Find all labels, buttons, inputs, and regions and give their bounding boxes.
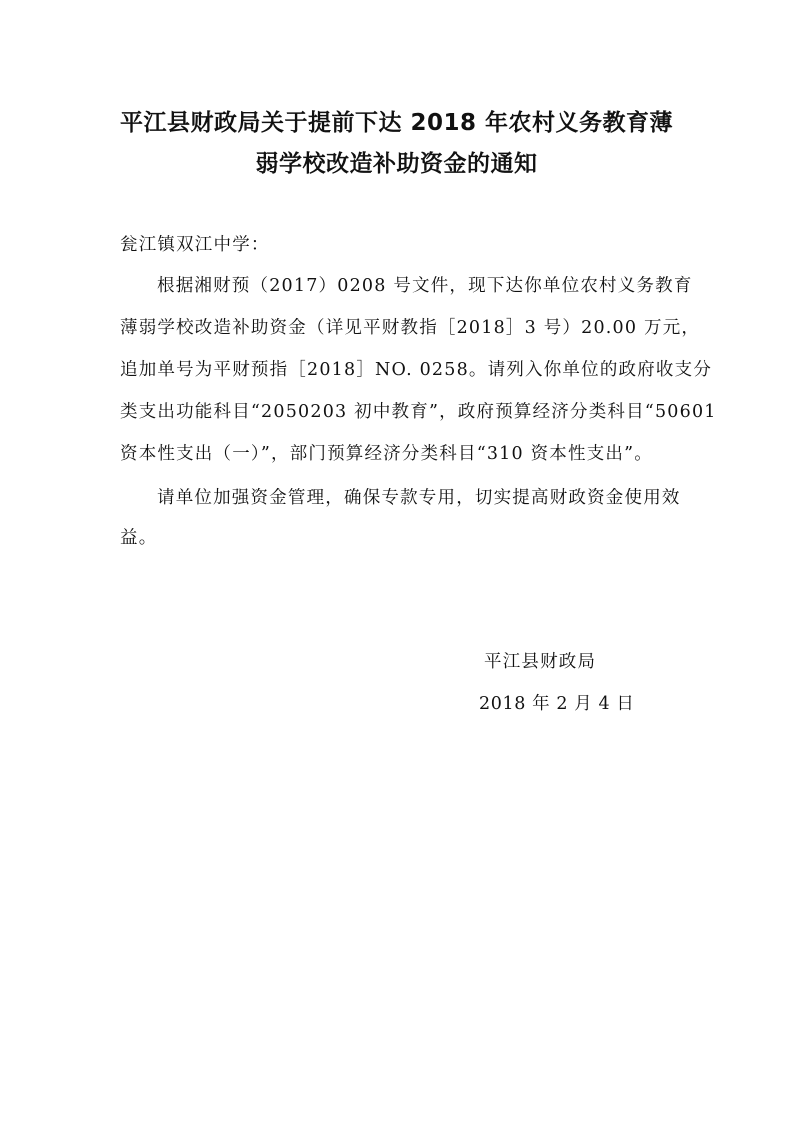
signature-organization: 平江县财政局 (484, 652, 597, 672)
paragraph-1-line-4: 类支出功能科目“2050203 初中教育”，政府预算经济分类科目“50601 (120, 402, 717, 422)
signature-date: 2018 年 2 月 4 日 (479, 694, 635, 714)
document-title-line-2: 弱学校改造补助资金的通知 (255, 151, 538, 177)
document-title-line-1: 平江县财政局关于提前下达 2018 年农村义务教育薄 (119, 110, 674, 136)
addressee: 瓮江镇双江中学： (120, 235, 270, 255)
paragraph-2-line-1: 请单位加强资金管理，确保专款专用，切实提高财政资金使用效 (157, 488, 681, 508)
paragraph-1-line-5: 资本性支出（一）”，部门预算经济分类科目“310 资本性支出”。 (120, 444, 653, 464)
paragraph-1-line-1: 根据湘财预（2017）0208 号文件，现下达你单位农村义务教育 (157, 276, 693, 296)
paragraph-2-line-2: 益。 (120, 528, 158, 548)
paragraph-1-line-2: 薄弱学校改造补助资金（详见平财教指［2018］3 号）20.00 万元， (120, 318, 701, 338)
paragraph-1-line-3: 追加单号为平财预指［2018］NO. 0258。请列入你单位的政府收支分 (120, 360, 713, 380)
